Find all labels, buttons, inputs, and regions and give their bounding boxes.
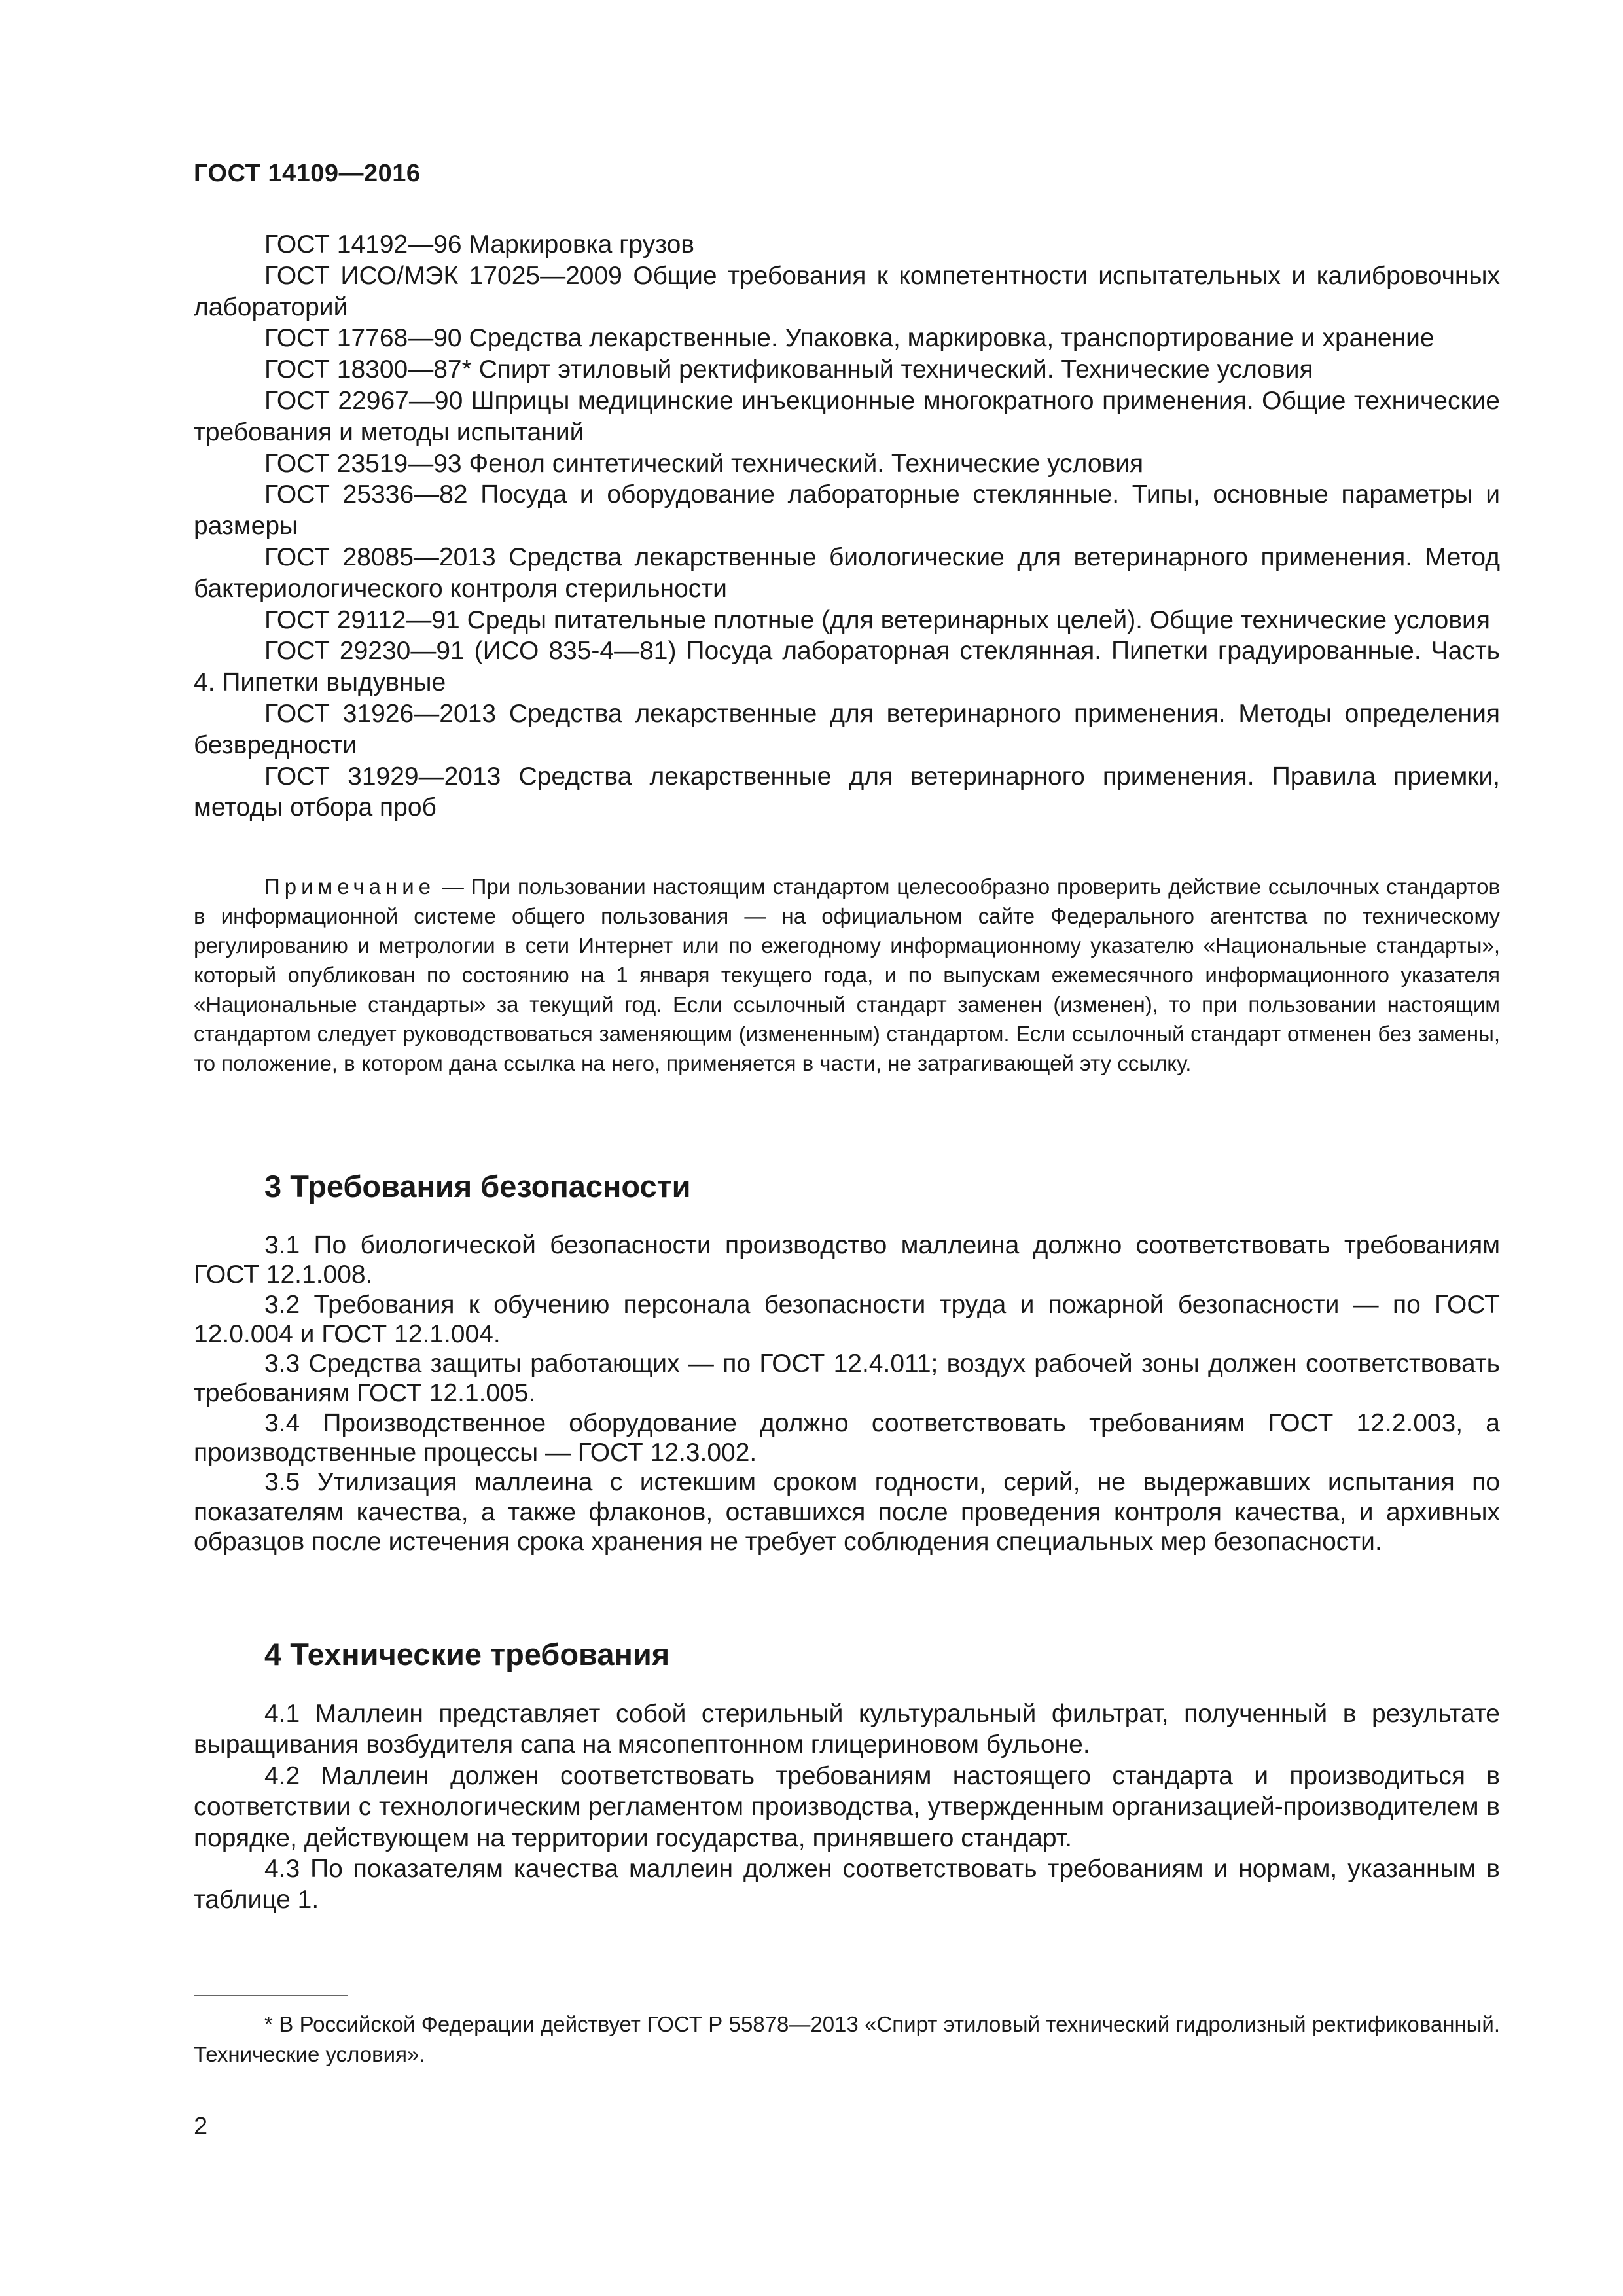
- reference-item: ГОСТ 17768—90 Средства лекарственные. Упаковка, маркировка, транспортирование и хранение: [264, 324, 1435, 353]
- section-3-title: 3 Требования безопасности: [264, 1169, 691, 1204]
- note-block: [194, 872, 1500, 1078]
- reference-item: ГОСТ 28085—2013 Средства лекарственные биологические для ветеринарного применения. Метод бактериологического контроля стерильности: [194, 543, 1500, 603]
- section-3-paragraph: 3.2 Требования к обучению персонала безопасности труда и пожарной безопасности — по ГОСТ 12.0.004 и ГОСТ 12.1.004.: [194, 1290, 1500, 1348]
- normative-references-list: [194, 229, 1500, 823]
- reference-item: ГОСТ 18300—87* Спирт этиловый ректификованный технический. Технические условия: [264, 355, 1313, 384]
- reference-item: ГОСТ ИСО/МЭК 17025—2009 Общие требования к компетентности испытательных и калибровочных лабораторий: [194, 261, 1500, 321]
- reference-item: ГОСТ 23519—93 Фенол синтетический технический. Технические условия: [264, 449, 1144, 478]
- note-text: — При пользовании настоящим стандартом целесообразно проверить действие ссылочных стандартов в информационной системе общего пользования — на официальном сайте Федерального агентства по техническому регулированию и метрологии в сети Интернет или по ежегодному информационному указателю «Национальные стандарты», который опубликован по состоянию на 1 января текущего года, и по выпускам ежемесячного информационного указателя «Национальные стандарты» за текущий год. Если ссылочный стандарт заменен (изменен), то при пользовании настоящим стандартом следует руководствоваться заменяющим (измененным) стандартом. Если ссылочный стандарт отменен без замены, то положение, в котором дана ссылка на него, применяется в части, не затрагивающей эту ссылку.: [194, 874, 1500, 1075]
- reference-item: ГОСТ 29112—91 Среды питательные плотные (для ветеринарных целей). Общие технические условия: [264, 605, 1490, 634]
- section-4-body: [194, 1698, 1500, 1916]
- section-4-paragraph: 4.1 Маллеин представляет собой стерильный культуральный фильтрат, полученный в результате выращивания возбудителя сапа на мясопептонном глицериновом бульоне.: [194, 1700, 1500, 1759]
- section-3-body: [194, 1230, 1500, 1556]
- reference-item: ГОСТ 31929—2013 Средства лекарственные для ветеринарного применения. Правила приемки, методы отбора проб: [194, 762, 1500, 822]
- page-number: 2: [194, 2113, 208, 2140]
- section-3-paragraph: 3.3 Средства защиты работающих — по ГОСТ 12.4.011; воздух рабочей зоны должен соответствовать требованиям ГОСТ 12.1.005.: [194, 1350, 1500, 1408]
- section-4-paragraph: 4.3 По показателям качества маллеин должен соответствовать требованиям и нормам, указанным в таблице 1.: [194, 1855, 1500, 1914]
- section-4-paragraph: 4.2 Маллеин должен соответствовать требованиям настоящего стандарта и производиться в соответствии с технологическим регламентом производства, утвержденным организацией-производителем в порядке, действующем на территории государства, принявшего стандарт.: [194, 1761, 1500, 1852]
- section-4-title: 4 Технические требования: [264, 1637, 670, 1672]
- note-label: Примечание: [264, 874, 436, 899]
- section-3-paragraph: 3.4 Производственное оборудование должно соответствовать требованиям ГОСТ 12.2.003, а производственные процессы — ГОСТ 12.3.002.: [194, 1408, 1500, 1467]
- reference-item: ГОСТ 14192—96 Маркировка грузов: [264, 230, 694, 259]
- section-3-paragraph: 3.5 Утилизация маллеина с истекшим сроком годности, серий, не выдержавших испытания по показателям качества, а также флаконов, оставшихся после проведения контроля качества, и архивных образцов после истечения срока хранения не требует соблюдения специальных мер безопасности.: [194, 1468, 1500, 1556]
- reference-item: ГОСТ 22967—90 Шприцы медицинские инъекционные многократного применения. Общие технические требования и методы испытаний: [194, 386, 1500, 446]
- footnote-text: * В Российской Федерации действует ГОСТ Р 55878—2013 «Спирт этиловый технический гидролизный ректификованный. Технические условия».: [194, 2012, 1500, 2066]
- document-header: ГОСТ 14109—2016: [194, 160, 421, 187]
- reference-item: ГОСТ 25336—82 Посуда и оборудование лабораторные стеклянные. Типы, основные параметры и размеры: [194, 480, 1500, 541]
- footnote-block: [194, 2009, 1500, 2070]
- reference-item: ГОСТ 31926—2013 Средства лекарственные для ветеринарного применения. Методы определения безвредности: [194, 699, 1500, 759]
- reference-item: ГОСТ 29230—91 (ИСО 835-4—81) Посуда лабораторная стеклянная. Пипетки градуированные. Часть 4. Пипетки выдувные: [194, 637, 1500, 697]
- note-paragraph: [194, 872, 1500, 1078]
- footnote-divider: [194, 1995, 348, 1996]
- section-3-paragraph: 3.1 По биологической безопасности производство маллеина должно соответствовать требованиям ГОСТ 12.1.008.: [194, 1231, 1500, 1289]
